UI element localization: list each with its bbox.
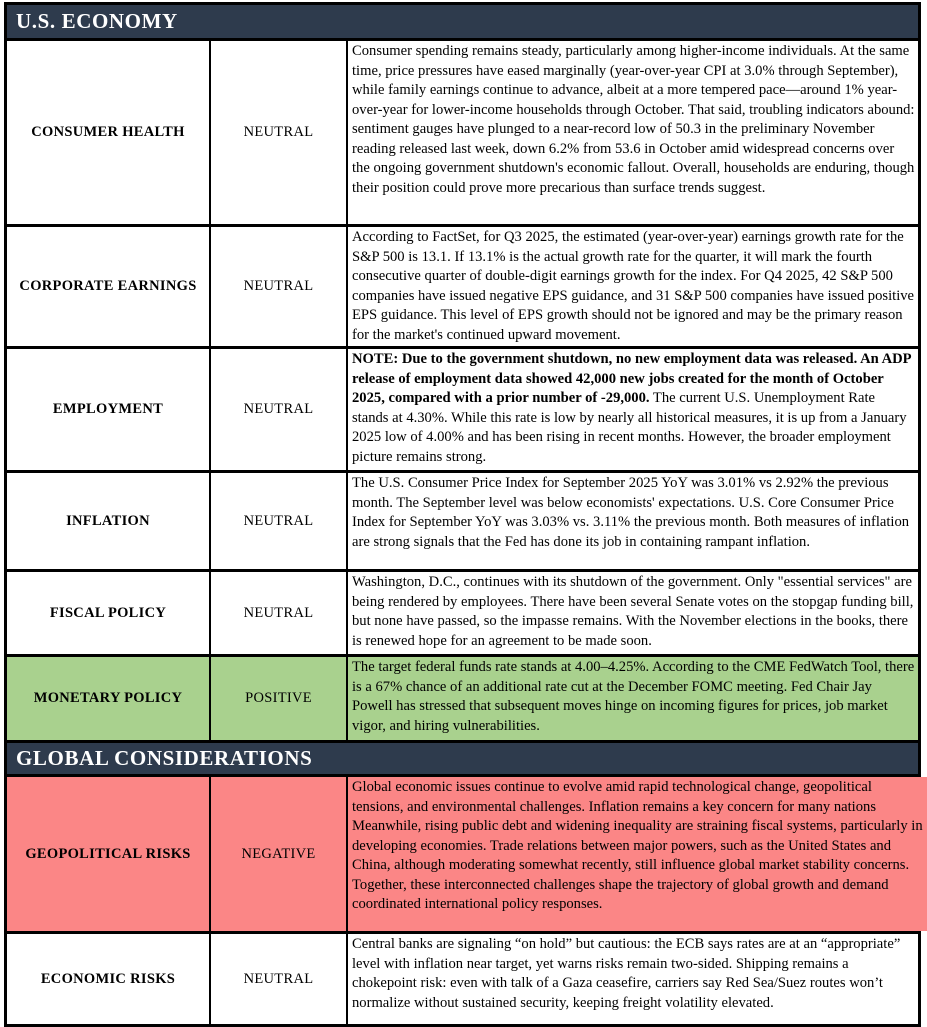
description-cell: The target federal funds rate stands at 4.00–4.25%. According to the CME FedWatch Tool, there is a 67% chance of an additional rate cut at the December FOMC meeting. Fed Chair Jay Powell has stressed that subsequent moves hinge on incoming figures for prices, job market vigor, and hiring vulnerabilities. bbox=[352, 659, 915, 734]
status-cell: NEGATIVE bbox=[211, 777, 348, 931]
section-header-global-considerations bbox=[7, 743, 918, 777]
category-cell: CORPORATE EARNINGS bbox=[7, 227, 211, 346]
status-cell: NEUTRAL bbox=[211, 473, 348, 569]
table-row-fiscal-policy bbox=[7, 572, 918, 657]
status-cell: NEUTRAL bbox=[211, 572, 348, 654]
section-header-us-economy bbox=[7, 5, 918, 41]
status-cell: POSITIVE bbox=[211, 657, 348, 740]
table-row-inflation bbox=[7, 473, 918, 572]
description-cell bbox=[348, 349, 918, 470]
description-cell: According to FactSet, for Q3 2025, the estimated (year-over-year) earnings growth rate for the S&P 500 is 13.1. If 13.1% is the actual growth rate for the quarter, it will mark the fourth consecutive quarter of double-digit earnings growth for the index. For Q4 2025, 42 S&P 500 companies have issued negative EPS guidance, and 31 S&P 500 companies have issued positive EPS guidance. This level of EPS growth should not be ignored and may be the primary reason for the market's continued upward movement. bbox=[352, 229, 915, 343]
category-cell: FISCAL POLICY bbox=[7, 572, 211, 654]
table-row-employment bbox=[7, 349, 918, 473]
status-cell: NEUTRAL bbox=[211, 41, 348, 224]
section-title: U.S. ECONOMY bbox=[16, 9, 178, 33]
status-cell: NEUTRAL bbox=[211, 227, 348, 346]
status-cell: NEUTRAL bbox=[211, 934, 348, 1024]
economy-report-table bbox=[4, 2, 921, 1027]
table-row-monetary-policy bbox=[7, 657, 918, 743]
category-cell: CONSUMER HEALTH bbox=[7, 41, 211, 224]
description-cell: The U.S. Consumer Price Index for September 2025 YoY was 3.01% vs 2.92% the previous month. The September level was below economists' expectations. U.S. Core Consumer Price Index for September YoY was 3.03% vs. 3.11% the previous month. Both measures of inflation are strong signals that the Fed has done its job in containing rampant inflation. bbox=[352, 475, 910, 550]
status-cell: NEUTRAL bbox=[211, 349, 348, 470]
category-cell: MONETARY POLICY bbox=[7, 657, 211, 740]
table-row-consumer-health bbox=[7, 41, 918, 227]
table-row-corporate-earnings bbox=[7, 227, 918, 349]
category-cell: GEOPOLITICAL RISKS bbox=[7, 777, 211, 931]
employment-note-regular: The current U.S. Unemployment Rate stands at 4.30%. While this rate is low by nearly all historical measures, it is up from a January 2025 low of 4.00% and has been rising in recent months. However, the broader employment picture remains strong. bbox=[352, 390, 907, 465]
description-cell: Central banks are signaling “on hold” but cautious: the ECB says rates are at an “appropriate” level with inflation near target, yet warns risks remain two-sided. Shipping remains a chokepoint risk: even with talk of a Gaza ceasefire, carriers say Red Sea/Suez routes won’t normalize without sustained security, keeping freight volatility elevated. bbox=[352, 936, 901, 1011]
section-title: GLOBAL CONSIDERATIONS bbox=[16, 746, 313, 770]
description-cell: Consumer spending remains steady, particularly among higher-income individuals. At the same time, price pressures have eased marginally (year-over-year CPI at 3.0% through September), while family earnings continue to advance, albeit at a more tempered pace—around 1% year-over-year for lower-income households through October. That said, troubling indicators abound: sentiment gauges have plunged to a near-record low of 50.3 in the preliminary November reading released last week, down 6.2% from 53.6 in October amid widespread concerns over the ongoing government shutdown's economic fallout. Overall, households are enduring, though their position could prove more precarious than surface trends suggest. bbox=[352, 43, 915, 196]
category-cell: INFLATION bbox=[7, 473, 211, 569]
category-cell: EMPLOYMENT bbox=[7, 349, 211, 470]
employment-note-bold: NOTE: Due to the government shutdown, no new employment data was released. An ADP release of employment data showed 42,000 new jobs created for the month of October 2025, compared with a prior number of -29,000. bbox=[352, 351, 911, 406]
table-row-geopolitical-risks bbox=[7, 777, 923, 934]
category-cell: ECONOMIC RISKS bbox=[7, 934, 211, 1024]
table-row-economic-risks bbox=[7, 934, 918, 1024]
description-cell: Global economic issues continue to evolve amid rapid technological change, geopolitical tensions, and environmental challenges. Inflation remains a key concern for many nations Meanwhile, rising public debt and widening inequality are straining fiscal systems, particularly in developing economies. Trade relations between major powers, such as the United States and China, although moderating somewhat recently, still influence global market stability concerns. Together, these interconnected challenges shape the trajectory of global growth and demand coordinated international policy responses. bbox=[348, 777, 927, 931]
description-cell: Washington, D.C., continues with its shutdown of the government. Only "essential services" are being rendered by employees. There have been several Senate votes on the stopgap funding bill, but none have passed, so the impasse remains. With the November elections in the books, there is renewed hope for an agreement to be made soon. bbox=[352, 574, 914, 649]
